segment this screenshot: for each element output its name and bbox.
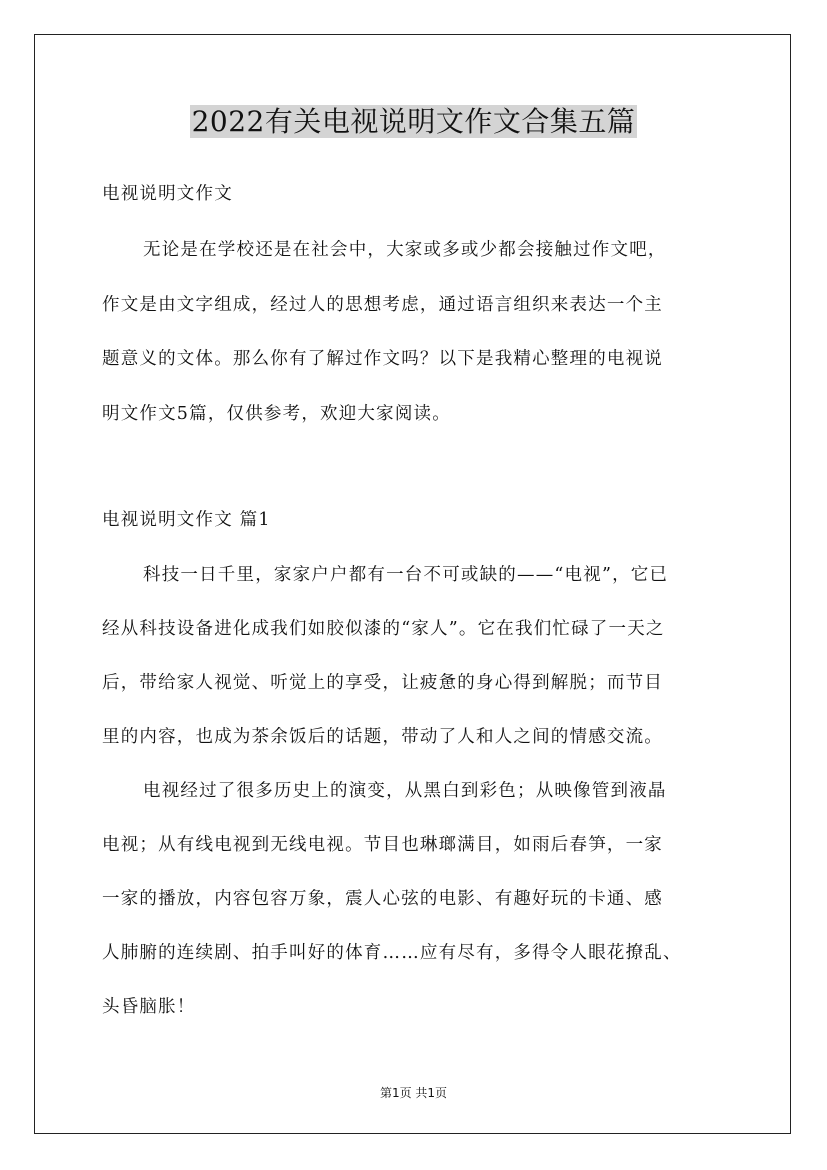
intro-line-4: 明文作文5篇，仅供参考，欢迎大家阅读。 [102, 404, 451, 424]
essay-heading: 电视说明文作文 篇1 [102, 510, 271, 530]
page-number-footer: 第1页 共1页 [379, 1086, 448, 1100]
para2-line-3: 一家的播放，内容包容万象，震人心弦的电影、有趣好玩的卡通、感 [102, 889, 663, 909]
para1-line-1: 科技一日千里，家家户户都有一台不可或缺的——“电视”，它已 [143, 565, 669, 585]
para2-line-1: 电视经过了很多历史上的演变，从黑白到彩色；从映像管到液晶 [143, 781, 667, 801]
para2-line-4: 人肺腑的连续剧、拍手叫好的体育……应有尽有，多得令人眼花撩乱、 [102, 943, 682, 963]
document-title: 2022有关电视说明文作文合集五篇 [191, 105, 636, 138]
para1-line-4: 里的内容，也成为茶余饭后的话题，带动了人和人之间的情感交流。 [102, 727, 663, 747]
para2-line-2: 电视；从有线电视到无线电视。节目也琳瑯满目，如雨后春笋，一家 [102, 835, 663, 855]
document-title-wrap [0, 102, 827, 142]
intro-line-3: 题意义的文体。那么你有了解过作文吗？以下是我精心整理的电视说 [102, 349, 663, 369]
para2-line-5: 头昏脑胀！ [102, 997, 196, 1017]
intro-line-2: 作文是由文字组成，经过人的思想考虑，通过语言组织来表达一个主 [102, 295, 663, 315]
intro-line-1: 无论是在学校还是在社会中，大家或多或少都会接触过作文吧， [143, 240, 667, 260]
para1-line-2: 经从科技设备进化成我们如胶似漆的“家人”。它在我们忙碌了一天之 [102, 619, 665, 639]
section-heading: 电视说明文作文 [102, 184, 233, 204]
para1-line-3: 后，带给家人视觉、听觉上的享受，让疲惫的身心得到解脱；而节目 [102, 673, 663, 693]
